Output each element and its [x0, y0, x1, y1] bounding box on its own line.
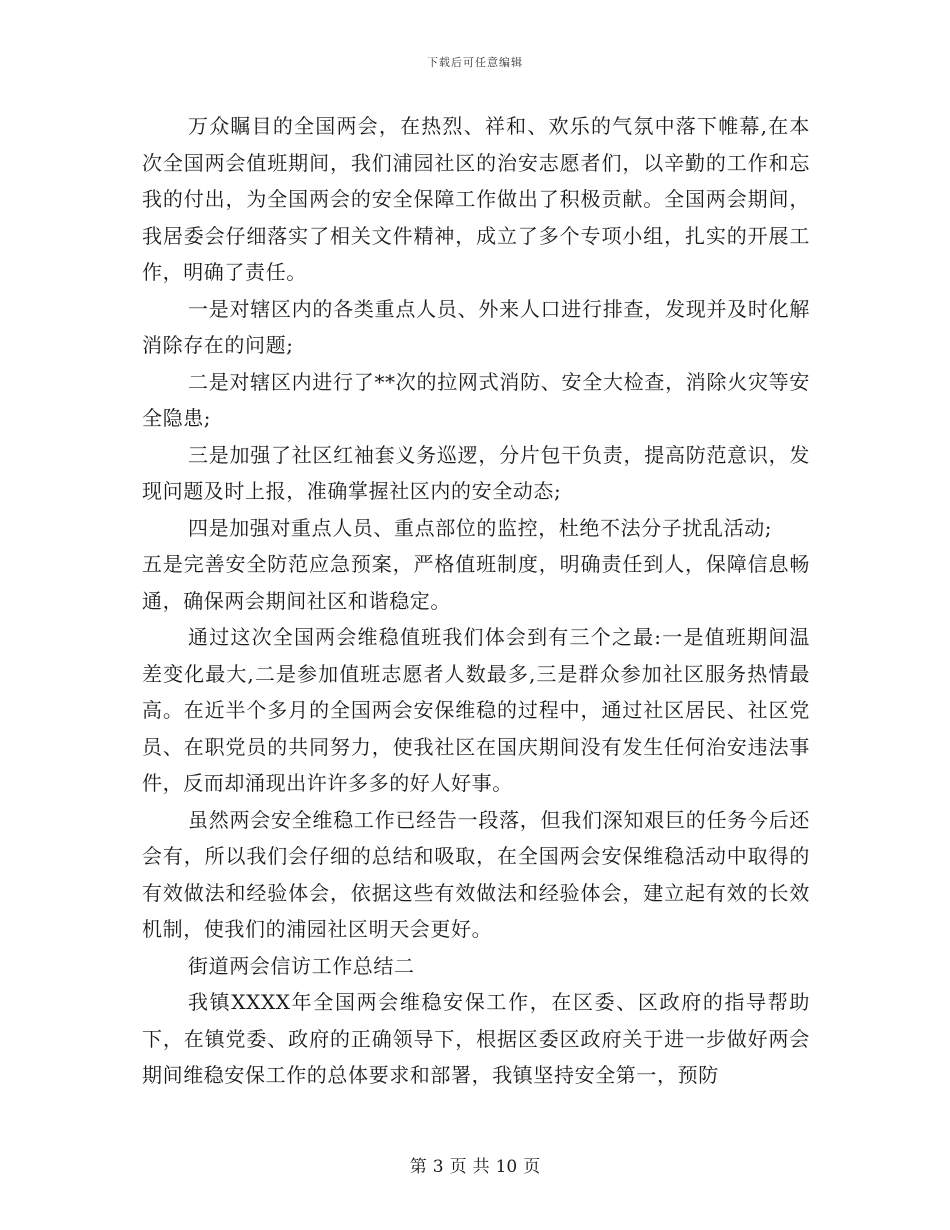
footer-suffix: 页 — [523, 1157, 541, 1177]
footer-page-word: 页 — [449, 1157, 467, 1177]
paragraph: 四是加强对重点人员、重点部位的监控，杜绝不法分子扰乱活动; — [188, 515, 773, 540]
paragraph: 五是完善安全防范应急预案，严格值班制度，明确责任到人，保障信息畅通，确保两会期间社区和谐稳定。 — [142, 552, 810, 613]
total-page-count: 10 — [495, 1157, 518, 1177]
page-footer — [0, 1152, 950, 1177]
header-note: 下载后可任意编辑 — [427, 56, 523, 69]
paragraph: 通过这次全国两会维稳值班我们体会到有三个之最:一是值班期间温差变化最大,二是参加值班志愿者人数最多,三是群众参加社区服务热情最高。在近半个多月的全国两会安保维稳的过程中，通过社区居民、社区党员、在职党员的共同努力，使我社区在国庆期间没有发生任何治安违法事件，反而却涌现出许许多多的好人好事。 — [142, 625, 810, 795]
footer-total-word: 共 — [472, 1157, 490, 1177]
paragraph: 我镇XXXX年全国两会维稳安保工作，在区委、区政府的指导帮助下，在镇党委、政府的正确领导下，根据区委区政府关于进一步做好两会期间维稳安保工作的总体要求和部署，我镇坚持安全第一，预防 — [142, 990, 810, 1087]
paragraph: 万众瞩目的全国两会，在热烈、祥和、欢乐的气氛中落下帷幕,在本次全国两会值班期间，我们浦园社区的治安志愿者们，以辛勤的工作和忘我的付出，为全国两会的安全保障工作做出了积极贡献。全国两会期间，我居委会仔细落实了相关文件精神，成立了多个专项小组，扎实的开展工作，明确了责任。 — [142, 114, 810, 284]
section-heading: 街道两会信访工作总结二 — [188, 953, 415, 978]
paragraph: 二是对辖区内进行了**次的拉网式消防、安全大检查，消除火灾等安全隐患; — [142, 369, 810, 430]
paragraph: 三是加强了社区红袖套义务巡逻，分片包干负责，提高防范意识，发现问题及时上报，准确掌握社区内的安全动态; — [142, 442, 810, 503]
paragraph: 一是对辖区内的各类重点人员、外来人口进行排查，发现并及时化解消除存在的问题; — [142, 296, 810, 357]
footer-prefix: 第 — [409, 1157, 427, 1177]
document-body — [142, 108, 810, 1094]
paragraph: 虽然两会安全维稳工作已经告一段落，但我们深知艰巨的任务今后还会有，所以我们会仔细的总结和吸取，在全国两会安保维稳活动中取得的有效做法和经验体会，依据这些有效做法和经验体会，建立起有效的长效机制，使我们的浦园社区明天会更好。 — [142, 807, 810, 941]
current-page-number: 3 — [432, 1157, 444, 1177]
